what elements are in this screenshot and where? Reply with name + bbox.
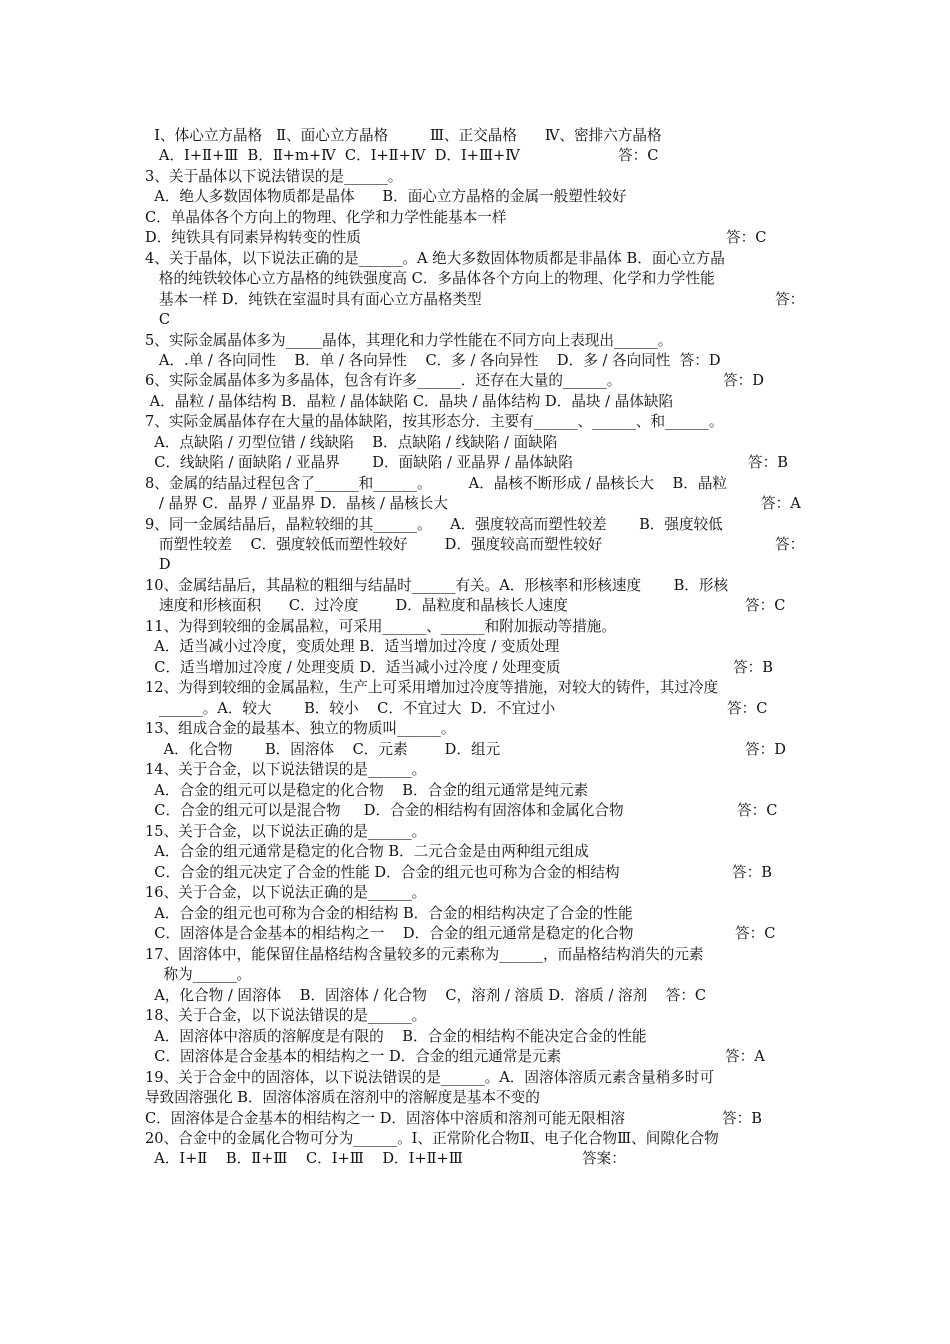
text-line xyxy=(145,719,813,739)
text-line xyxy=(145,658,813,678)
text-line xyxy=(145,924,813,944)
line-text: A．适当减小过冷度，变质处理 B．适当增加过冷度 / 变质处理 xyxy=(145,638,560,655)
text-line xyxy=(145,1109,813,1129)
line-text: A．绝人多数固体物质都是晶体 B．面心立方晶格的金属一般塑性较好 xyxy=(145,188,627,205)
line-text: 12、为得到较细的金属晶粒，生产上可采用增加过冷度等措施，对较大的铸件，其过冷度 xyxy=(145,679,719,696)
text-line xyxy=(145,474,813,494)
text-line xyxy=(145,535,813,555)
text-line xyxy=(145,760,813,780)
line-text: / 晶界 C．晶界 / 亚晶界 D．晶核 / 晶核长大 xyxy=(145,495,448,512)
text-line xyxy=(145,290,813,310)
answer-label: 答：B xyxy=(722,1110,762,1127)
line-text: ______。A．较大 B．较小 C．不宜过大 D．不宜过小 xyxy=(145,700,556,717)
answer-label: 答： xyxy=(775,536,805,553)
text-line xyxy=(145,494,813,514)
text-line xyxy=(145,146,813,166)
line-text: C．合金的组元可以是混合物 D．合金的相结构有固溶体和金属化合物 xyxy=(145,802,624,819)
text-line xyxy=(145,699,813,719)
text-line xyxy=(145,208,813,228)
answer-label: 答：C xyxy=(745,597,786,614)
line-text: 10、金属结晶后，其晶粒的粗细与结晶时______有关。A．形核率和形核速度 B．形核 xyxy=(145,577,729,594)
line-text: A．Ⅰ+Ⅱ B．Ⅱ+Ⅲ C．Ⅰ+Ⅲ D．Ⅰ+Ⅱ+Ⅲ xyxy=(145,1150,463,1167)
text-line xyxy=(145,904,813,924)
line-text: 15、关于合金，以下说法正确的是______。 xyxy=(145,823,427,840)
text-line xyxy=(145,576,813,596)
line-text: 17、固溶体中，能保留住晶格结构含量较多的元素称为______，而晶格结构消失的元素 xyxy=(145,946,704,963)
line-text: C．固溶体是合金基本的相结构之一 D．固溶体中溶质和溶剂可能无限相溶 xyxy=(145,1110,625,1127)
text-line xyxy=(145,412,813,432)
line-text: A．固溶体中溶质的溶解度是有限的 B．合金的相结构不能决定合金的性能 xyxy=(145,1028,647,1045)
text-line xyxy=(145,126,813,146)
answer-label: 答： xyxy=(775,291,805,308)
text-line xyxy=(145,883,813,903)
answer-label: 答：C xyxy=(726,229,767,246)
text-line xyxy=(145,781,813,801)
text-line xyxy=(145,1129,813,1149)
line-text: C．合金的组元决定了合金的性能 D．合金的组元也可称为合金的相结构 xyxy=(145,864,620,881)
line-text: 3、关于晶体以下说法错误的是______。 xyxy=(145,168,403,185)
answer-label: 答：A xyxy=(725,1048,765,1065)
text-line xyxy=(145,1149,813,1169)
line-text: Ⅰ、体心立方晶格 Ⅱ、面心立方晶格 Ⅲ、正交晶格 Ⅳ、密排六方晶格 xyxy=(145,127,662,144)
text-line xyxy=(145,228,813,248)
text-line xyxy=(145,863,813,883)
text-line xyxy=(145,678,813,698)
text-line xyxy=(145,596,813,616)
line-text: C．适当增加过冷度 / 处理变质 D．适当减小过冷度 / 处理变质 xyxy=(145,659,561,676)
line-text: C．单晶体各个方向上的物理、化学和力学性能基本一样 xyxy=(145,209,507,226)
answer-label: 答：B xyxy=(732,864,772,881)
text-line xyxy=(145,310,813,330)
line-text: 速度和形核面积 C．过冷度 D．晶粒度和晶核长人速度 xyxy=(145,597,568,614)
line-text: 19、关于合金中的固溶体，以下说法错误的是______。A．固溶体溶质元素含量稍多时可 xyxy=(145,1069,715,1086)
text-line xyxy=(145,351,813,371)
text-line xyxy=(145,1068,813,1088)
line-text: 20、合金中的金属化合物可分为______。Ⅰ、正常阶化合物Ⅱ、电子化合物Ⅲ、间隙化合物 xyxy=(145,1130,719,1147)
line-text: A，化合物 / 固溶体 B．固溶体 / 化合物 C，溶剂 / 溶质 D．溶质 / 溶剂 答：C xyxy=(145,987,707,1004)
answer-label: 答：C xyxy=(727,700,768,717)
text-line xyxy=(145,822,813,842)
text-line xyxy=(145,1088,813,1108)
line-text: 14、关于合金，以下说法错误的是______。 xyxy=(145,761,427,778)
text-line xyxy=(145,392,813,412)
line-text: 称为______。 xyxy=(145,966,252,983)
line-text: 导致固溶强化 B．固溶体溶质在溶剂中的溶解度是基本不变的 xyxy=(145,1089,540,1106)
line-text: 基本一样 D．纯铁在室温时具有面心立方晶格类型 xyxy=(145,291,482,308)
line-text: 格的纯铁较体心立方晶格的纯铁强度高 C．多晶体各个方向上的物理、化学和力学性能 xyxy=(145,270,715,287)
line-text: C．固溶体是合金基本的相结构之一 D．合金的组元通常是元素 xyxy=(145,1048,562,1065)
answer-label: 答：B xyxy=(748,454,788,471)
line-text: A．点缺陷 / 刃型位错 / 线缺陷 B．点缺陷 / 线缺陷 / 面缺陷 xyxy=(145,434,558,451)
line-text: 8、金属的结晶过程包含了______和______。 A．晶核不断形成 / 晶核长大 B．晶粒 xyxy=(145,475,728,492)
answer-label: 答：C xyxy=(737,802,778,819)
text-line xyxy=(145,945,813,965)
line-text: A．合金的组元通常是稳定的化合物 B．二元合金是由两种组元组成 xyxy=(145,843,589,860)
line-text: C xyxy=(145,311,171,328)
line-text: A．Ⅰ+Ⅱ+Ⅲ B．Ⅱ+m+Ⅳ C．Ⅰ+Ⅱ+Ⅳ D．Ⅰ+Ⅲ+Ⅳ xyxy=(145,147,520,164)
line-text: 5、实际金属晶体多为_____晶体，其理化和力学性能在不同方向上表现出______。 xyxy=(145,332,673,349)
line-text: D．纯铁具有同素异构转变的性质 xyxy=(145,229,362,246)
line-text: A．.单 / 各向同性 B．单 / 各向异性 C．多 / 各向异性 D．多 / 各向同性 答：D xyxy=(145,352,721,369)
text-line xyxy=(145,842,813,862)
text-line xyxy=(145,371,813,391)
line-text: 9、同一金属结晶后，晶粒较细的其______。 A．强度较高而塑性较差 B．强度较低 xyxy=(145,516,723,533)
text-line xyxy=(145,453,813,473)
line-text: 13、组成合金的最基本、独立的物质叫______。 xyxy=(145,720,456,737)
text-line xyxy=(145,433,813,453)
line-text: A．晶粒 / 晶体结构 B．晶粒 / 晶体缺陷 C．晶块 / 晶体结构 D．晶块 / 晶体缺陷 xyxy=(145,393,674,410)
line-text: 4、关于晶体，以下说法正确的是______。A 绝大多数固体物质都是非晶体 B．面心立方晶 xyxy=(145,250,725,267)
answer-label: 答：C xyxy=(735,925,776,942)
text-line xyxy=(145,1027,813,1047)
text-line xyxy=(145,1006,813,1026)
line-text: A．合金的组元也可称为合金的相结构 B．合金的相结构决定了合金的性能 xyxy=(145,905,633,922)
answer-label: 答：B xyxy=(733,659,773,676)
text-line xyxy=(145,617,813,637)
line-text: C．线缺陷 / 面缺陷 / 亚晶界 D．面缺陷 / 亚晶界 / 晶体缺陷 xyxy=(145,454,573,471)
text-line xyxy=(145,515,813,535)
line-text: 11、为得到较细的金属晶粒，可采用______、______和附加振动等措施。 xyxy=(145,618,616,635)
line-text: 7、实际金属晶体存在大量的晶体缺陷，按其形态分．主要有______、______、和______。 xyxy=(145,413,724,430)
answer-label: 答：A xyxy=(761,495,801,512)
text-line xyxy=(145,249,813,269)
text-line xyxy=(145,740,813,760)
text-line xyxy=(145,1047,813,1067)
line-text: A．化合物 B．固溶体 C．元素 D．组元 xyxy=(145,741,501,758)
text-line xyxy=(145,555,813,575)
text-line xyxy=(145,986,813,1006)
line-text: 16、关于合金，以下说法正确的是______。 xyxy=(145,884,427,901)
line-text: 而塑性较差 C．强度较低而塑性较好 D．强度较高而塑性较好 xyxy=(145,536,603,553)
text-line xyxy=(145,331,813,351)
line-text: D xyxy=(145,556,171,573)
text-line xyxy=(145,187,813,207)
answer-label: 答：C xyxy=(618,147,659,164)
answer-label: 答案： xyxy=(582,1150,626,1167)
line-text: 18、关于合金，以下说法错误的是______。 xyxy=(145,1007,427,1024)
line-text: 6、实际金属晶体多为多晶体，包含有许多______．还存在大量的______。 xyxy=(145,372,622,389)
text-line xyxy=(145,167,813,187)
answer-label: 答：D xyxy=(723,372,764,389)
line-text: A．合金的组元可以是稳定的化合物 B．合金的组元通常是纯元素 xyxy=(145,782,589,799)
line-text: C．固溶体是合金基本的相结构之一 D．合金的组元通常是稳定的化合物 xyxy=(145,925,634,942)
text-line xyxy=(145,269,813,289)
text-line xyxy=(145,801,813,821)
text-line xyxy=(145,637,813,657)
answer-label: 答：D xyxy=(745,741,786,758)
text-line xyxy=(145,965,813,985)
